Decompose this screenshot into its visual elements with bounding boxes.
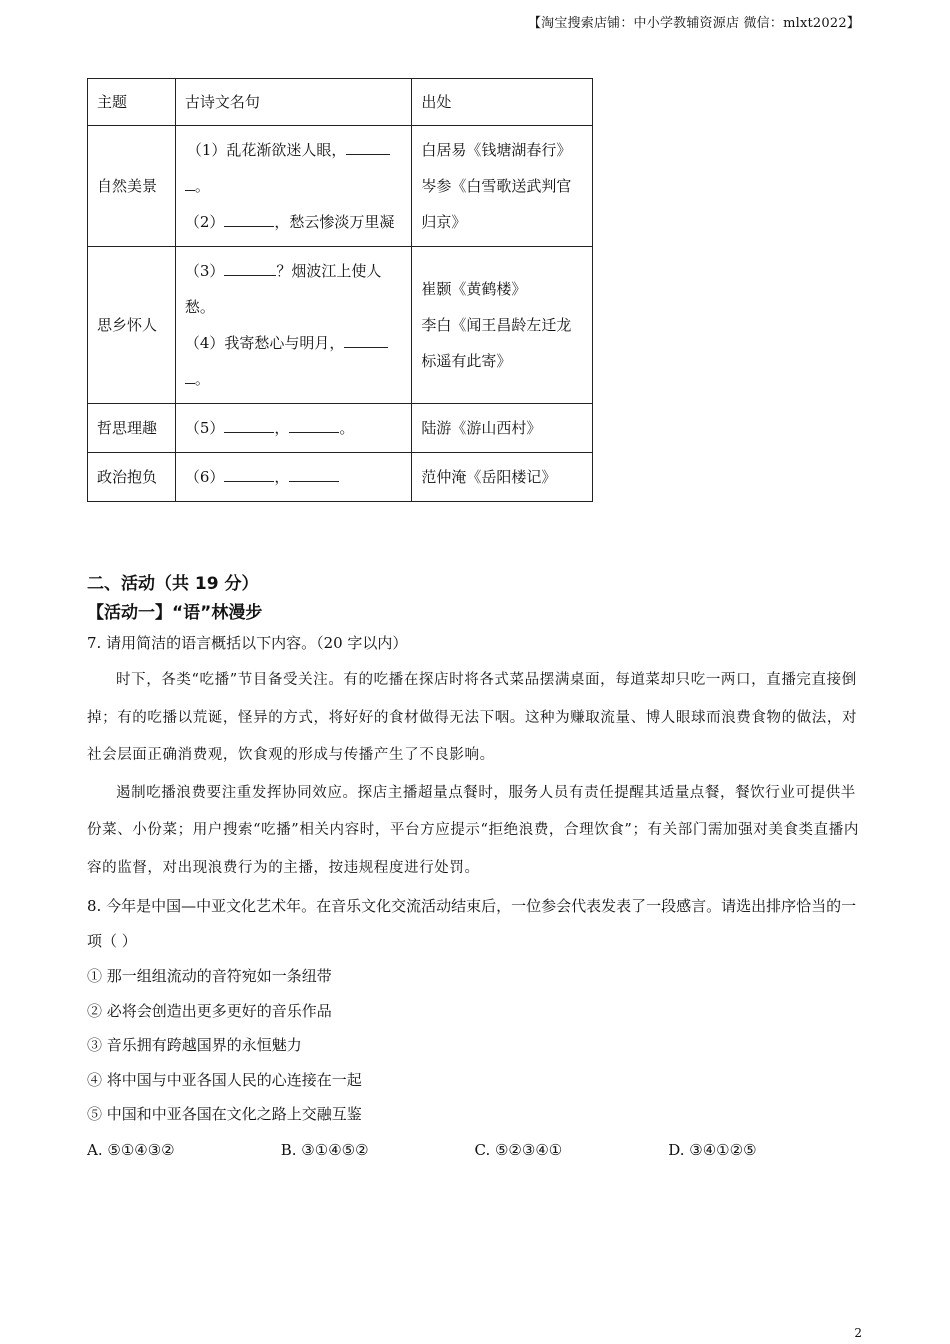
choice-b[interactable]: B. ③①④⑤② <box>280 1140 369 1159</box>
fill-blank[interactable] <box>224 467 274 482</box>
source-cell <box>412 126 593 247</box>
table-row <box>88 126 593 247</box>
fill-blank[interactable] <box>344 333 388 348</box>
lines-cell <box>175 453 412 502</box>
section-title: 二、活动（共 19 分） <box>87 574 259 594</box>
page-header: 【淘宝搜索店铺：中小学教辅资源店 微信：mlxt2022】 <box>527 16 860 31</box>
choice-a[interactable]: A. ⑤①④③② <box>87 1140 175 1159</box>
line-text: （5） <box>184 419 225 437</box>
header-lines: 古诗文名句 <box>175 79 412 126</box>
answer-choices <box>87 1133 862 1167</box>
activity-title: 【活动一】“语”林漫步 <box>87 603 263 623</box>
choice-c[interactable]: C. ⑤②③④① <box>474 1140 563 1159</box>
line-text: （3） <box>184 262 225 280</box>
fill-blank[interactable] <box>224 212 274 227</box>
fill-blank[interactable] <box>224 418 274 433</box>
list-item: ④ 将中国与中亚各国人民的心连接在一起 <box>87 1070 362 1089</box>
question-7-prompt: 7. 请用简洁的语言概括以下内容。（20 字以内） <box>87 634 408 652</box>
choice-d[interactable]: D. ③④①②⑤ <box>668 1140 757 1159</box>
line-text: ， <box>274 468 290 486</box>
fill-blank[interactable] <box>346 140 390 155</box>
fill-blank[interactable] <box>185 176 195 191</box>
source-text: 白居易《钱塘湖春行》 <box>421 141 572 159</box>
list-item: ① 那一组组流动的音符宛如一条纽带 <box>87 967 332 985</box>
source-cell: 陆游《游山西村》 <box>412 404 593 453</box>
line-text: （6） <box>184 468 225 486</box>
theme-cell: 哲思理趣 <box>88 404 176 453</box>
header-source: 出处 <box>412 79 593 126</box>
theme-cell: 思乡怀人 <box>88 247 176 404</box>
lines-cell <box>175 404 412 453</box>
source-text: 崔颢《黄鹤楼》 <box>421 280 527 298</box>
passage-paragraph: 时下，各类“吃播”节目备受关注。有的吃播在探店时将各式菜品摆满桌面，每道菜却只吃一两口，直播完直接倒掉；有的吃播以荒诞，怪异的方式，将好好的食材做得无法下咽。这种为赚取流量、博人眼球而浪费食物的做法，对社会层面正确消费观，饮食观的形成与传播产生了不良影响。 <box>87 672 858 763</box>
list-item: ③ 音乐拥有跨越国界的永恒魅力 <box>87 1036 302 1054</box>
passage-paragraph: 遏制吃播浪费要注重发挥协同效应。探店主播超量点餐时，服务人员有责任提醒其适量点餐，餐饮行业可提供半份菜、小份菜；用户搜索“吃播”相关内容时，平台方应提示“拒绝浪费，合理饮食”；有关部门需加强对美食类直播内容的监督，对出现浪费行为的主播，按违规程度进行处罚。 <box>87 784 859 876</box>
table-row <box>88 453 593 502</box>
source-text: 李白《闻王昌龄左迁龙标遥有此寄》 <box>421 316 572 370</box>
table-row <box>88 247 593 404</box>
line-text: （4）我寄愁心与明月， <box>184 334 345 352</box>
sentence-list <box>87 959 862 1132</box>
poems-table <box>87 78 593 502</box>
source-cell: 范仲淹《岳阳楼记》 <box>412 453 593 502</box>
fill-blank[interactable] <box>185 369 195 384</box>
line-text: 。 <box>339 419 355 437</box>
question-content <box>87 570 862 1167</box>
fill-blank[interactable] <box>289 467 339 482</box>
line-text: （2） <box>184 213 225 231</box>
fill-blank[interactable] <box>224 261 276 276</box>
page-number: 2 <box>854 1326 862 1340</box>
line-text: ，愁云惨淡万里凝 <box>274 213 395 231</box>
lines-cell <box>175 247 412 404</box>
table-header-row <box>88 79 593 126</box>
fill-blank[interactable] <box>289 418 339 433</box>
list-item: ② 必将会创造出更多更好的音乐作品 <box>87 1001 332 1020</box>
line-text: ， <box>274 419 290 437</box>
theme-cell: 政治抱负 <box>88 453 176 502</box>
source-text: 岑参《白雪歌送武判官归京》 <box>421 177 572 231</box>
question-8-prompt: 8. 今年是中国—中亚文化艺术年。在音乐文化交流活动结束后，一位参会代表发表了一段感言。请选出排序恰当的一项（ ） <box>87 897 857 950</box>
line-text: 。 <box>194 177 210 195</box>
list-item: ⑤ 中国和中亚各国在文化之路上交融互鉴 <box>87 1105 362 1123</box>
theme-cell: 自然美景 <box>88 126 176 247</box>
line-text: ？烟波江上使人愁。 <box>184 262 382 316</box>
lines-cell <box>175 126 412 247</box>
line-text: 。 <box>194 370 210 388</box>
source-cell <box>412 247 593 404</box>
table-row <box>88 404 593 453</box>
line-text: （1）乱花渐欲迷人眼， <box>186 141 347 159</box>
header-theme: 主题 <box>88 79 176 126</box>
question-7-passage <box>87 662 862 887</box>
